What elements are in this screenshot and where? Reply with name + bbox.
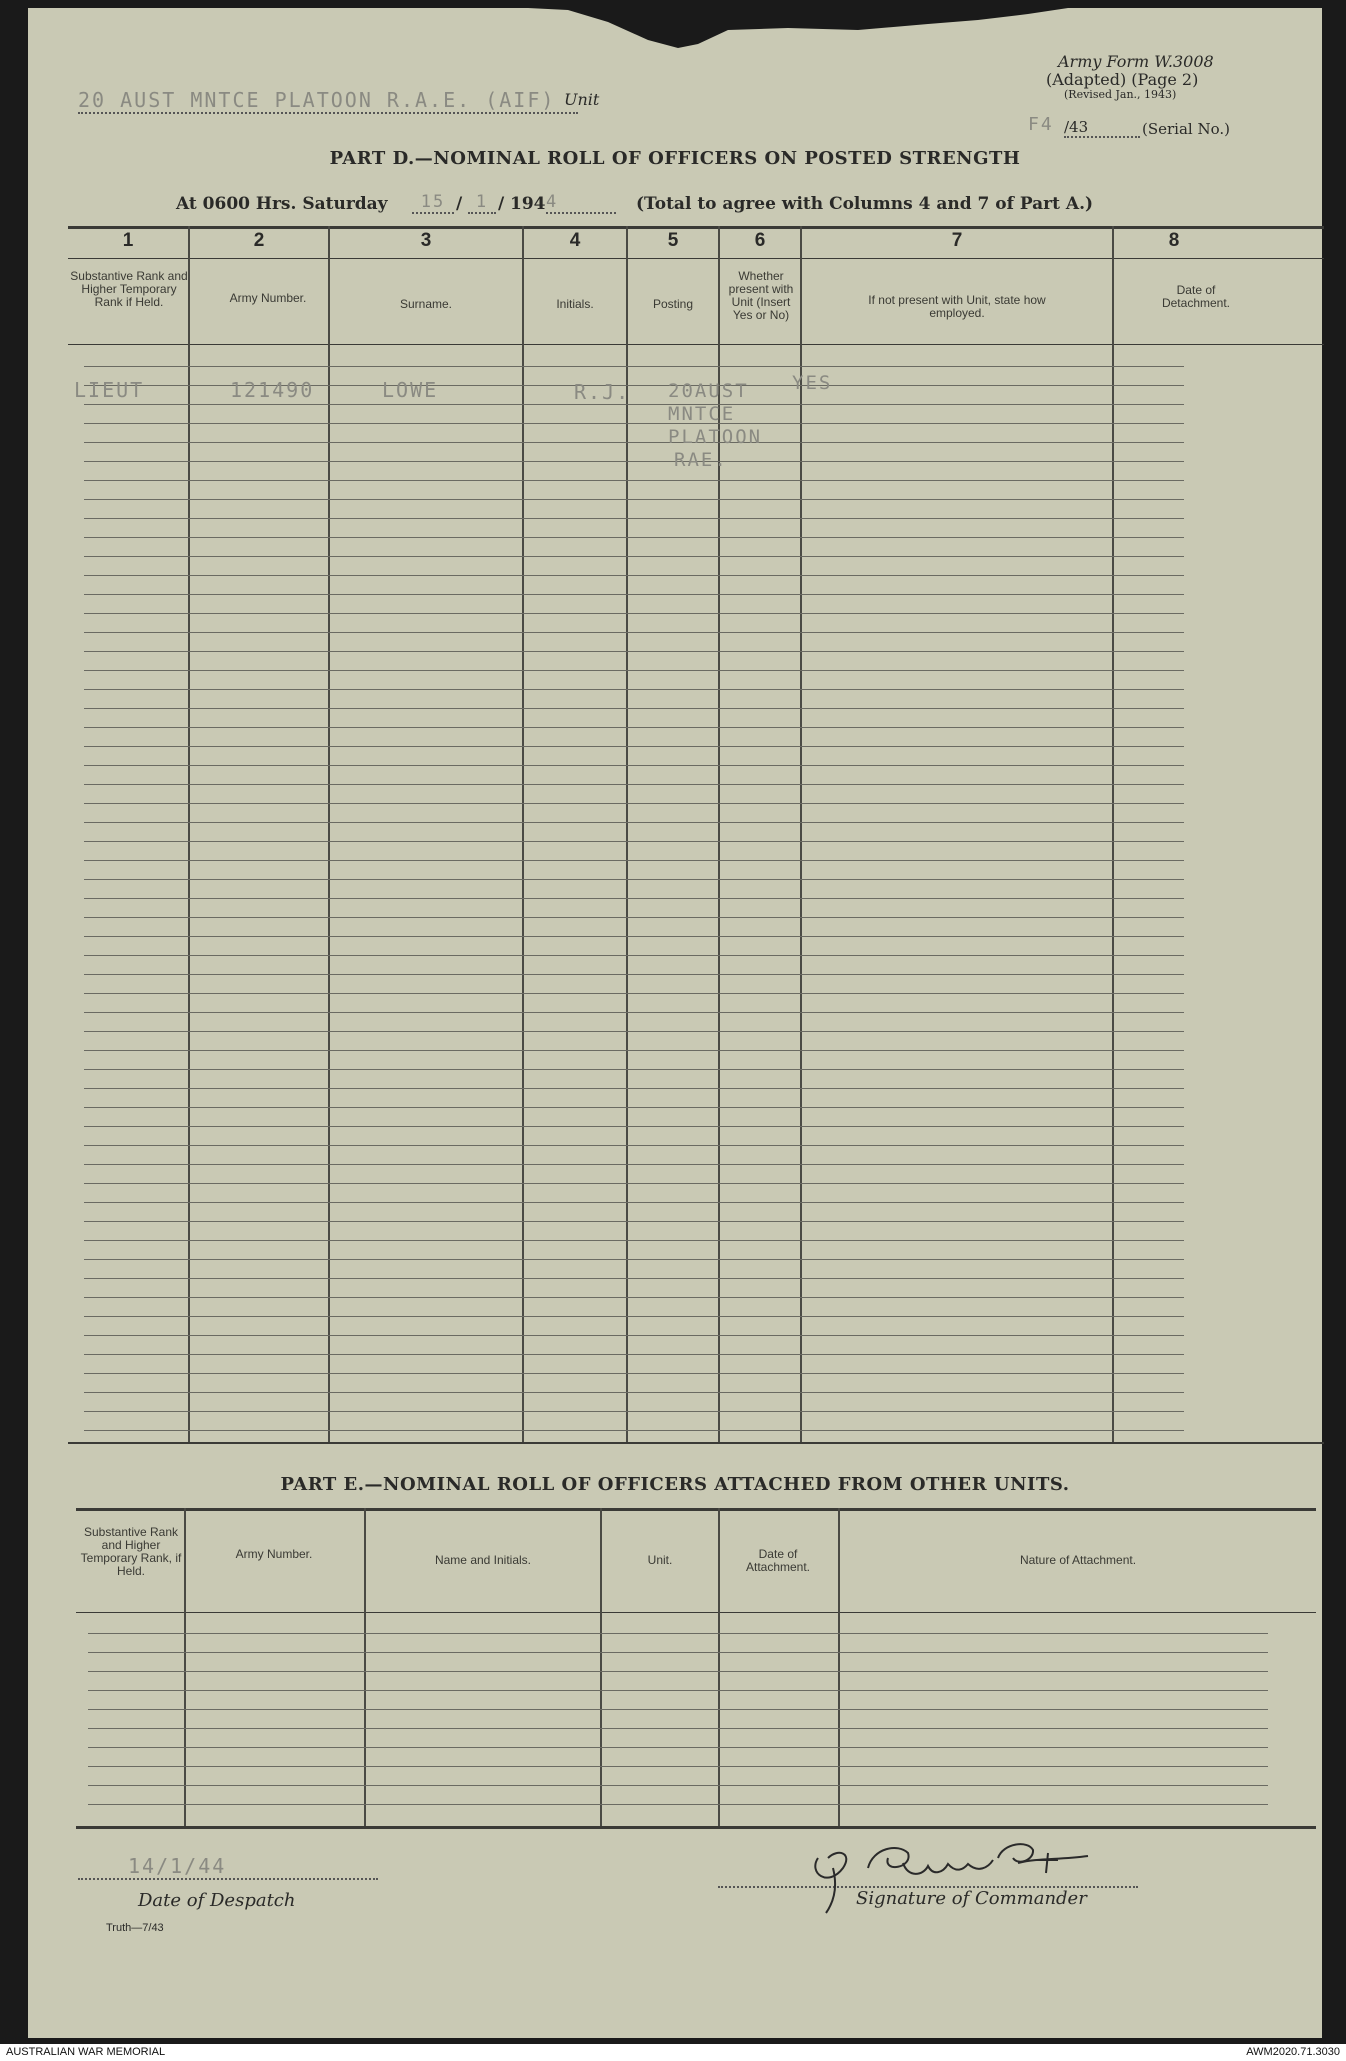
row-rule xyxy=(84,1031,1184,1032)
date-sep-2: / xyxy=(498,194,505,214)
cell-rank: LIEUT xyxy=(74,378,145,402)
column-number: 5 xyxy=(667,230,679,251)
row-rule xyxy=(84,917,1184,918)
row-rule xyxy=(84,1202,1184,1203)
row-rule xyxy=(88,1747,1268,1748)
row-rule xyxy=(84,689,1184,690)
form-sheet xyxy=(28,8,1322,2038)
row-rule xyxy=(84,936,1184,937)
row-rule xyxy=(84,1392,1184,1393)
row-rule xyxy=(84,1354,1184,1355)
row-rule xyxy=(84,518,1184,519)
row-rule xyxy=(84,594,1184,595)
table-top-rule xyxy=(68,226,1324,229)
row-rule xyxy=(84,632,1184,633)
date-suffix: (Total to agree with Columns 4 and 7 of Part A.) xyxy=(636,194,1094,214)
row-rule xyxy=(84,1335,1184,1336)
unit-label: Unit xyxy=(564,90,600,109)
cell-army-number: 121490 xyxy=(230,378,315,402)
row-rule xyxy=(84,1145,1184,1146)
row-rule xyxy=(84,1126,1184,1127)
archive-caption-bar xyxy=(0,2044,1346,2061)
column-header: Substantive Rank and Higher Temporary Rank if Held. xyxy=(70,269,188,309)
date-month: 1 xyxy=(468,192,496,214)
posting-line: PLATOON xyxy=(668,426,763,448)
header-bottom-rule xyxy=(68,344,1324,345)
row-rule xyxy=(84,556,1184,557)
row-rule xyxy=(88,1671,1268,1672)
row-rule xyxy=(84,423,1184,424)
serial-printed: /43 xyxy=(1064,118,1140,138)
row-rule xyxy=(84,860,1184,861)
despatch-label: Date of Despatch xyxy=(138,1890,296,1911)
row-rule xyxy=(84,480,1184,481)
cell-initials: R.J. xyxy=(574,380,631,404)
row-rule xyxy=(84,841,1184,842)
row-rule xyxy=(84,746,1184,747)
column-header: If not present with Unit, state how employed. xyxy=(868,293,1046,320)
row-rule xyxy=(84,651,1184,652)
signature-label: Signature of Commander xyxy=(856,1888,1087,1909)
row-rule xyxy=(88,1804,1268,1805)
serial-label: (Serial No.) xyxy=(1142,120,1230,138)
column-header: Whether present with Unit (Insert Yes or No) xyxy=(728,269,794,322)
row-rule xyxy=(84,898,1184,899)
row-rule xyxy=(84,1088,1184,1089)
column-number: 7 xyxy=(951,230,963,251)
column-header: Date of Attachment. xyxy=(745,1547,811,1574)
date-sep-1: / xyxy=(456,194,463,214)
cell-posting xyxy=(668,380,762,472)
part-e-top-rule xyxy=(76,1508,1316,1511)
unit-value: 20 AUST MNTCE PLATOON R.A.E. (AIF) xyxy=(78,88,578,114)
row-rule xyxy=(84,974,1184,975)
cell-surname: LOWE xyxy=(382,378,439,402)
row-rule xyxy=(84,1164,1184,1165)
part-e-title: PART E.—NOMINAL ROLL OF OFFICERS ATTACHED FROM OTHER UNITS. xyxy=(280,1474,1070,1495)
column-number-rule xyxy=(68,258,1324,259)
row-rule xyxy=(88,1728,1268,1729)
column-header: Substantive Rank and Higher Temporary Rank, if Held. xyxy=(80,1525,182,1578)
row-rule xyxy=(84,404,1184,405)
form-adapted: (Adapted) (Page 2) xyxy=(1046,70,1199,89)
column-number: 8 xyxy=(1168,230,1180,251)
posting-line: MNTCE xyxy=(668,403,736,425)
row-rule xyxy=(84,879,1184,880)
row-rule xyxy=(84,765,1184,766)
form-revised: (Revised Jan., 1943) xyxy=(1064,88,1177,101)
row-rule xyxy=(84,613,1184,614)
posting-line: RAE. xyxy=(674,449,728,471)
column-header: Surname. xyxy=(399,297,453,311)
part-d-title: PART D.—NOMINAL ROLL OF OFFICERS ON POSTED STRENGTH xyxy=(329,148,1021,169)
row-rule xyxy=(84,784,1184,785)
row-rule xyxy=(88,1709,1268,1710)
row-rule xyxy=(88,1785,1268,1786)
despatch-date: 14/1/44 xyxy=(78,1854,378,1880)
row-rule xyxy=(84,499,1184,500)
column-header: Date of Detachment. xyxy=(1161,283,1231,310)
row-rule xyxy=(84,1278,1184,1279)
cell-present: YES xyxy=(792,372,833,394)
torn-edge xyxy=(528,0,1068,70)
posting-line: 20AUST xyxy=(668,380,749,402)
row-rule xyxy=(84,1259,1184,1260)
row-rule xyxy=(88,1690,1268,1691)
serial-typed: F4 xyxy=(1028,114,1054,135)
row-rule xyxy=(84,1411,1184,1412)
column-header: Nature of Attachment. xyxy=(1019,1553,1137,1567)
archive-left: AUSTRALIAN WAR MEMORIAL xyxy=(6,2046,166,2058)
row-rule xyxy=(84,955,1184,956)
date-prefix: At 0600 Hrs. Saturday xyxy=(176,194,388,214)
column-number: 3 xyxy=(420,230,432,251)
row-rule xyxy=(88,1633,1268,1634)
column-number: 6 xyxy=(754,230,766,251)
row-rule xyxy=(84,366,1184,367)
row-rule xyxy=(84,803,1184,804)
column-number: 4 xyxy=(569,230,581,251)
row-rule xyxy=(84,1316,1184,1317)
form-number: Army Form W.3008 xyxy=(1058,52,1214,71)
row-rule xyxy=(84,537,1184,538)
column-number: 1 xyxy=(122,230,134,251)
row-rule xyxy=(84,1050,1184,1051)
row-rule xyxy=(88,1766,1268,1767)
column-header: Name and Initials. xyxy=(434,1553,532,1567)
row-rule xyxy=(84,1221,1184,1222)
column-header: Initials. xyxy=(556,297,594,311)
row-rule xyxy=(84,575,1184,576)
column-header: Unit. xyxy=(647,1553,673,1567)
row-rule xyxy=(84,1107,1184,1108)
part-e-header-rule xyxy=(76,1612,1316,1613)
printer-imprint: Truth—7/43 xyxy=(106,1922,164,1934)
row-rule xyxy=(88,1652,1268,1653)
row-rule xyxy=(84,1240,1184,1241)
row-rule xyxy=(84,1012,1184,1013)
row-rule xyxy=(84,442,1184,443)
row-rule xyxy=(84,993,1184,994)
row-rule xyxy=(84,1430,1184,1431)
row-rule xyxy=(84,1297,1184,1298)
archive-right: AWM2020.71.3030 xyxy=(1246,2046,1340,2058)
column-header: Army Number. xyxy=(229,291,307,305)
column-header: Posting xyxy=(652,297,694,311)
column-divider xyxy=(718,1508,720,1826)
column-header: Army Number. xyxy=(235,1547,313,1561)
row-rule xyxy=(84,1069,1184,1070)
row-rule xyxy=(84,822,1184,823)
row-rule xyxy=(84,461,1184,462)
row-rule xyxy=(84,708,1184,709)
row-rule xyxy=(84,670,1184,671)
date-year-printed: 194 xyxy=(510,194,546,214)
row-rule xyxy=(84,1373,1184,1374)
row-rule xyxy=(84,727,1184,728)
date-day: 15 xyxy=(412,192,454,214)
row-rule xyxy=(84,1183,1184,1184)
date-year-typed: 4 xyxy=(546,192,616,214)
column-number: 2 xyxy=(253,230,265,251)
table-bottom-rule xyxy=(68,1442,1324,1444)
column-divider xyxy=(184,1508,186,1826)
